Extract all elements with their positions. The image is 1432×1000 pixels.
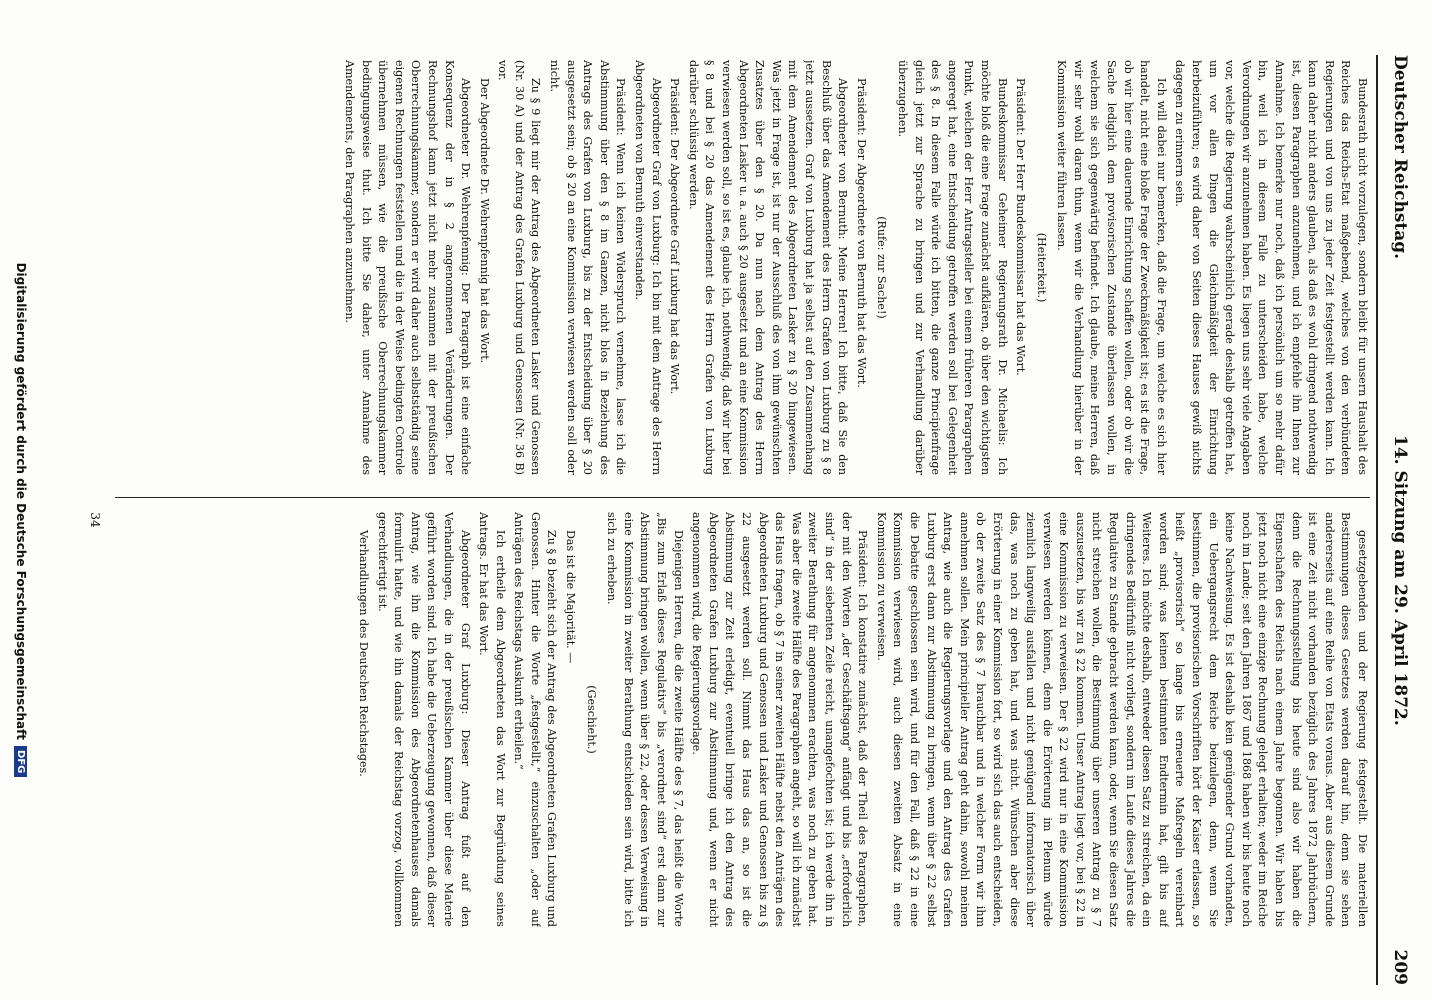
header-rule xyxy=(1376,55,1378,985)
header-session: 14. Sitzung am 29. April 1872. xyxy=(1390,435,1410,726)
paragraph: Abgeordneter Dr. Wehrenpfennig: Der Paragraph ist eine einfache Konsequenz der in § 2 angenommenen Veränderungen. Der Rechnungshof kann jetzt nicht mehr zusammen mit der preußischen Oberrechnungskammer, sondern er wird daher auch selbstständig seine eigenen Rechnungen feststellen und die in der Weise bedingten Controle übernehmen müssen, wie die preußische Oberrechnungskammer bedingungsweise thut. Ich bitte Sie daher, unter Annahme des Amendements, den Paragraphen anzunehmen. xyxy=(342,60,473,475)
paragraph: Abgeordneter Graf von Luxburg: Ich bin mit dem Antrage des Herrn Abgeordneten von Bernuth einverstanden. xyxy=(633,60,663,475)
paragraph: Ich will dabei nur bemerken, daß die Frage, um welche es sich hier handelt, nicht eine bloße Frage der Zweckmäßigkeit ist; es ist die Frage, ob wir hier eine dauernde Einrichtung schaffen wollen, oder ob wir die Sache lediglich dem provisorischen Zustande überlassen wollen, in welchem sie sich gegenwärtig befindet. Ich glaube, meine Herren, daß wir sehr wohl daran thun, wenn wir die Verhandlung hierüber in der Kommission weiter führen lassen. xyxy=(1055,60,1168,475)
paragraph: Präsident: Wenn ich keinen Widerspruch vernehme, lasse ich die Abstimmung über den § 8 im Ganzen, nicht blos in Beziehung des Antrags des Grafen von Luxburg, bis zu der Entscheidung über § 20 ausgesetzt sein; ob § 20 an eine Kommission verwiesen werden soll oder nicht. xyxy=(548,60,628,475)
paragraph: gesetzgebenden und der Regierung festgestellt. Die materiellen Bestimmungen dieses Gesetzes werden darauf hin, denn sie sehen andererseits auf eine Reihe von Etats voraus. Aber aus diesem Grunde ist eine Zeit nicht vorhanden bezüglich des Jahres 1872 Jahrbüchern, denn die Rechnungsstellung bis heute sind also wir haben die Eigenschaften des Reichs nach einem Jahre begonnen. Wir haben bis jetzt noch nicht eine einzige Rechnung gelegt erhalten; weder im Reiche noch im Lande; seit den Jahren 1867 und 1868 haben wir bis heute noch keine Nachweisung. Es ist deshalb kein genügender Grund vorhanden, ein Uebergangsrecht dem Reiche beizulegen, denn, wenn Sie bestimmen, die provisorischen Vorschriften hört der Kaiser erlassen, so heißt „provisorisch“ so lange bis erneuerte Maßregeln vereinbart worden sind; was keinen bestimmten Endtermin hat, gilt bis auf Weiteres. Ich möchte deshalb, entweder diesen Satz zu streichen, da ein dringendes Bedürfniß nicht vorliegt, sondern im Laufe dieses Jahres die Regulative zu Stande gebracht werden kann, oder, wenn Sie diesen Satz nicht streichen wollen, die Bestimmung über unseren Antrag zu § 7 auszusetzen, bis wir zu § 22 kommen. Unser Antrag liegt vor, bei § 22 in eine Kommission zu verweisen. Der § 22 wird nur in eine Kommission verwiesen werden können, denn die Erörterung im Plenum würde ziemlich langweilig ausfallen und nicht genügend informatorisch über das, was noch zu geben hat, und was nicht. Wünschen aber diese Erörterung in einer Kommission fort, so wird sich das auch entscheiden, ob der zweite Satz des § 7 brauchbar und in welcher Form wir ihm annehmen sollen. Mein principieller Antrag geht dahin, sowohl meinen Antrag, wie auch die Regierungsvorlage und den Antrag des Grafen Luxburg erst dann zur Abstimmung zu bringen, wenn über § 22 selbst die Debatte geschlossen sein wird, und für den Fall, daß § 22 in eine Kommission verwiesen wird, auch diesen zweiten Absatz in eine Kommission zu verweisen. xyxy=(874,512,1369,927)
column-divider xyxy=(115,497,1370,498)
paragraph: Abgeordneter von Bernuth: Meine Herren! Ich bitte, daß Sie den Beschluß über das Amendement des Herrn Grafen von Luxburg zu § 8 jetzt aussetzen. Graf von Luxburg hat ja selbst auf den Zusammenhang mit dem Amendement des Abgeordneten Lasker zu § 20 hingewiesen. Was jetzt in Frage ist, ist nur der Ausschluß des von ihm gewünschten Zusatzes über den § 20. Da nun nach dem Antrag des Herrn Abgeordneten Lasker u. a. auch § 20 ausgesetzt und an eine Kommission verwiesen werden soll, so ist es, glaube ich, nothwendig, daß wir hier bei § 8 und bei § 20 das Amendement des Herrn Grafen von Luxburg darüber schlüssig werden. xyxy=(686,60,850,475)
paragraph: Das ist die Majorität. — xyxy=(564,530,578,664)
paragraph: Abgeordneter Graf Luxburg: Dieser Antrag fußt auf den Verhandlungen, die in der preußischen Kammer über diese Materie geführt worden sind. Ich habe die Ueberzeugung gewonnen, daß dieser Antrag, wie ihn die Kommission des Abgeordnetenhauses damals formulirt hatte, und wie ihn damals der Reichstag vorzog, vollkommen gerechtfertigt ist. xyxy=(375,512,472,927)
paragraph: Präsident: Der Abgeordnete von Bernuth hat das Wort. xyxy=(854,78,868,388)
paragraph: Präsident: Der Herr Bundeskommissar hat das Wort. xyxy=(1014,78,1028,376)
dfg-logo: DFG xyxy=(14,746,27,777)
paragraph: Präsident: Ich konstatire zunächst, daß der Theil des Paragraphen, der mit den Worten „der Geschäftsgang“ anfängt und bis „erforderlich sind“ in der siebenten Zeile reicht, unangefochten ist; ich werde ihn in zweiter Berathung für angenommen erachten, was noch zu geben hat. Was aber die zweite Hälfte des Paragraphen angeht, so will ich zunächst das Haus fragen, ob § 7 in seiner zweiten Hälfte nebst den Anträgen des Abgeordneten Luxburg und Genossen und Lasker und Genossen bis zu § 22 ausgesetzt werden soll. Nimmt das Haus das an, so ist die Abstimmung zur Zeit erledigt, eventuell bringe ich den Antrag des Abgeordneten Grafen Luxburg zur Abstimmung und, wenn er nicht angenommen wird, die Regierungsvorlage. xyxy=(690,512,870,927)
stage-direction: (Heiterkeit.) xyxy=(1034,232,1048,303)
paragraph: Bundesrath nicht vorzulegen, sondern bleibt für unsern Haushalt des Reiches das Reichs-Etat maßgebend, welches von den verbündeten Regierungen und von uns zu jeder Zeit festgestellt werden kann. Ich kann daher nicht anders glauben, als daß es wohl dringend nothwendig ist, diesen Paragraphen anzunehmen, und ich empfehle ihn Ihnen zur Annahme. Ich bemerke nur noch, daß ich persönlich um so mehr dafür bin, weil ich in diesem Falle zu unterscheiden habe, welche Verordnungen wir anzunehmen haben. Es liegen uns sehr viele Angaben vor, welche die Regierung wahrscheinlich gerade deshalb getroffen hat, um vor allen Dingen die Gleichmäßigkeit der Einrichtung herbeizuführen; es wird daher von Seiten dieses Hauses gewiß nichts dagegen zu erinnern sein. xyxy=(1173,60,1369,475)
header-page-number: 209 xyxy=(1390,949,1410,985)
paragraph: Verhandlungen des Deutschen Reichstages. xyxy=(356,530,370,777)
text-column-right xyxy=(115,512,1370,927)
text-column-left xyxy=(115,60,1370,475)
paragraph: Präsident: Der Abgeordnete Graf Luxburg hat das Wort. xyxy=(668,78,682,395)
paragraph: Diejenigen Herren, die die zweite Hälfte des § 7, das heißt die Worte „Bis zum Erlaß dieses Regulativs“ bis „verordnet sind“ erst dann zur Abstimmung bringen wollen, wenn über § 22, oder dessen Verweisung in eine Kommission in zweiter Berathung entschieden sein wird, bitte ich sich zu erheben. xyxy=(605,512,685,927)
paragraph: Zu § 8 bezieht sich der Antrag des Abgeordneten Grafen Luxburg und Genossen. Hinter die Worte „festgestellt,“ einzuschalten „oder auf Anträgen des Reichstags Auskunft ertheilen.“ xyxy=(512,512,559,927)
page-marker: 34 xyxy=(88,512,102,528)
paragraph: Bundeskommissar Geheimer Regierungsrath Dr. Michaelis: Ich möchte bloß die eine Frage zunächst aufklären, ob über den wichtigsten Punkt, welchen der Herr Antragsteller bei einem früheren Paragraphen angeregt hat, eine Entscheidung getroffen werden soll bei Gelegenheit des § 8. In diesem Falle würde ich bitten, die ganze Principienfrage gleich jetzt zur Sprache zu bringen und zur Verhandlung darüber überzugehen. xyxy=(895,60,1009,475)
paragraph: Ich ertheile dem Abgeordneten das Wort zur Begründung seines Antrags. Er hat das Wort. xyxy=(477,512,507,927)
stage-direction: (Geschieht.) xyxy=(584,685,598,754)
digitization-credit xyxy=(14,55,28,985)
stage-direction: (Rufe: zur Sache!) xyxy=(875,216,889,319)
running-header xyxy=(1380,55,1420,985)
paragraph: Der Abgeordnete Dr. Wehrenpfennig hat das Wort. xyxy=(477,78,491,364)
header-publication: Deutscher Reichstag. xyxy=(1390,55,1410,260)
digitization-credit-text: Digitalisierung gefördert durch die Deutsche Forschungsgemeinschaft xyxy=(14,262,28,741)
paragraph: Zu § 9 liegt mir der Antrag des Abgeordneten Lasker und Genossen (Nr. 30 A) und der Antrag des Grafen Luxburg und Genossen (Nr. 36 B) vor. xyxy=(496,60,543,475)
